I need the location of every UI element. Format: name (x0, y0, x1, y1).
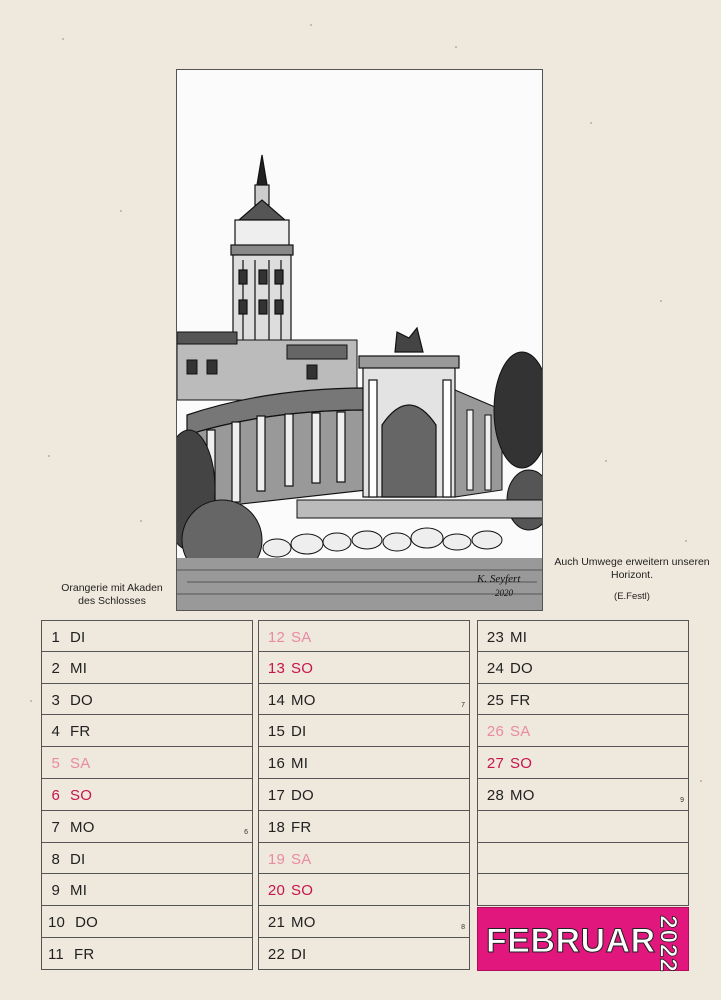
day-of-week: MI (291, 755, 309, 773)
day-label (265, 914, 316, 931)
day-of-week: DI (70, 850, 86, 868)
day-label (484, 660, 533, 677)
day-label (265, 692, 316, 709)
day-of-week: DI (70, 629, 86, 646)
day-of-week: SO (70, 786, 93, 804)
day-number: 25 (486, 691, 504, 709)
week-number: 8 (461, 924, 465, 932)
day-number: 27 (486, 755, 504, 773)
day-of-week: SO (510, 755, 533, 773)
calendar-day-cell (41, 906, 253, 938)
day-label (265, 819, 311, 836)
day-of-week: DI (291, 945, 307, 963)
day-number: 5 (51, 755, 60, 773)
day-label (265, 882, 313, 899)
day-number: 3 (51, 691, 60, 709)
day-of-week: DO (75, 914, 98, 932)
calendar-day-cell (41, 715, 253, 747)
day-of-week: MO (70, 818, 95, 836)
day-number: 10 (48, 914, 66, 932)
day-label (48, 882, 87, 899)
day-label (265, 851, 311, 868)
calendar-day-cell (41, 620, 253, 652)
day-label (48, 946, 94, 963)
day-of-week: MI (70, 882, 88, 900)
day-label (48, 755, 90, 772)
calendar-day-cell (477, 779, 689, 811)
calendar-empty-cell (477, 874, 689, 906)
day-label (484, 755, 532, 772)
day-of-week: SA (70, 755, 91, 773)
day-of-week: SO (291, 882, 314, 900)
month-label-box (477, 907, 689, 971)
day-number: 13 (267, 659, 285, 677)
day-number: 28 (486, 786, 504, 804)
week-number: 7 (461, 701, 465, 709)
day-label (48, 629, 85, 646)
day-of-week: SA (510, 723, 531, 741)
day-number: 7 (51, 818, 60, 836)
calendar-day-cell (258, 620, 470, 652)
day-label (48, 787, 92, 804)
day-number: 9 (51, 882, 60, 900)
day-label (265, 723, 306, 740)
day-of-week: SO (291, 659, 314, 677)
day-number: 20 (267, 882, 285, 900)
calendar-day-cell (41, 938, 253, 970)
day-label (48, 692, 93, 709)
day-of-week: SA (291, 629, 312, 646)
day-number: 17 (267, 786, 285, 804)
calendar-day-cell (477, 747, 689, 779)
calendar-day-cell (258, 652, 470, 684)
calendar-day-cell (41, 843, 253, 875)
calendar-day-cell (41, 747, 253, 779)
day-of-week: DO (291, 786, 314, 804)
day-label (48, 851, 85, 868)
calendar-column-1 (41, 620, 253, 970)
day-label (48, 914, 98, 931)
day-number: 18 (267, 818, 285, 836)
calendar-day-cell (258, 938, 470, 970)
day-number: 22 (267, 945, 285, 963)
day-label (484, 723, 530, 740)
week-number: 6 (244, 828, 248, 836)
day-label (48, 819, 95, 836)
artist-signature-year: 2020 (495, 588, 513, 598)
calendar-day-cell (477, 715, 689, 747)
calendar-day-cell (258, 779, 470, 811)
day-number: 23 (486, 629, 504, 646)
day-of-week: MI (70, 659, 88, 677)
day-number: 6 (51, 786, 60, 804)
calendar-day-cell (41, 811, 253, 843)
castle-illustration (176, 69, 543, 611)
month-name: FEBRUAR (486, 922, 656, 960)
image-caption: Orangerie mit Akaden des Schlosses (61, 582, 163, 607)
calendar-day-cell (41, 874, 253, 906)
day-label (48, 660, 87, 677)
day-number: 11 (48, 945, 64, 963)
day-number: 26 (486, 723, 504, 741)
calendar-day-cell (41, 652, 253, 684)
calendar-day-cell (258, 874, 470, 906)
calendar-day-cell (41, 684, 253, 716)
calendar-day-cell (258, 684, 470, 716)
day-of-week: FR (70, 723, 91, 741)
day-of-week: DI (291, 723, 307, 741)
calendar-column-2 (258, 620, 470, 970)
day-of-week: DO (70, 691, 93, 709)
day-label (265, 787, 314, 804)
year-label: 2022 (654, 915, 682, 973)
calendar-day-cell (258, 715, 470, 747)
calendar-day-cell (258, 747, 470, 779)
day-number: 24 (486, 659, 504, 677)
day-label (48, 723, 90, 740)
day-number: 8 (51, 850, 60, 868)
day-number: 21 (267, 914, 285, 932)
calendar-day-cell (258, 906, 470, 938)
day-of-week: FR (73, 945, 95, 963)
calendar-empty-cell (477, 843, 689, 875)
day-of-week: MO (510, 786, 535, 804)
day-label (484, 629, 527, 646)
day-number: 15 (267, 723, 285, 741)
quote-author: (E.Festl) (614, 591, 650, 602)
day-number: 1 (51, 629, 60, 646)
day-label (265, 629, 311, 646)
castle-drawing (177, 70, 543, 611)
week-number: 9 (680, 796, 684, 804)
calendar-column-3 (477, 620, 689, 906)
calendar-day-cell (477, 652, 689, 684)
quote (552, 556, 712, 603)
day-of-week: DO (510, 659, 533, 677)
day-number: 12 (267, 629, 285, 646)
day-label (484, 692, 530, 709)
artist-signature: K. Seyfert (477, 573, 521, 585)
day-label (265, 660, 313, 677)
calendar-day-cell (477, 620, 689, 652)
day-of-week: MI (510, 629, 528, 646)
calendar-empty-cell (477, 811, 689, 843)
day-of-week: SA (291, 850, 312, 868)
calendar-day-cell (258, 811, 470, 843)
day-number: 4 (51, 723, 60, 741)
day-of-week: MO (291, 914, 316, 932)
day-label (265, 755, 308, 772)
day-label (484, 787, 535, 804)
day-number: 2 (51, 659, 60, 677)
calendar-day-cell (477, 684, 689, 716)
day-number: 14 (267, 691, 285, 709)
day-of-week: MO (291, 691, 316, 709)
calendar-day-cell (258, 843, 470, 875)
day-label (265, 946, 306, 963)
day-of-week: FR (291, 818, 312, 836)
day-number: 19 (267, 850, 285, 868)
day-number: 16 (267, 755, 285, 773)
calendar-day-cell (41, 779, 253, 811)
quote-text: Auch Umwege erweitern unseren Horizont. (554, 556, 710, 581)
day-of-week: FR (510, 691, 531, 709)
